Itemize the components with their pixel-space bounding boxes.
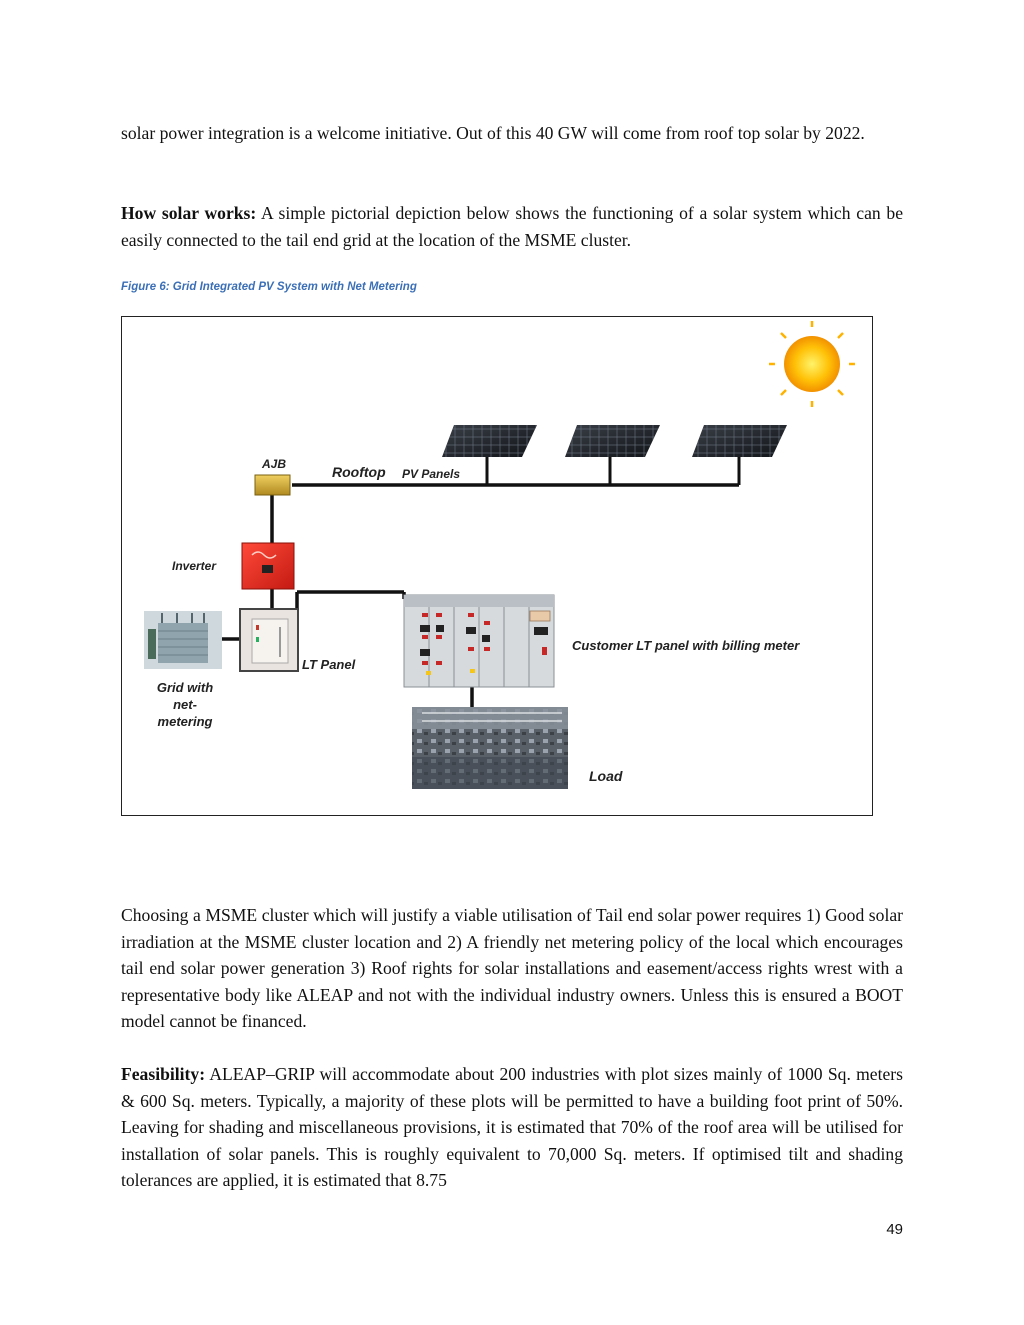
feasibility-heading: Feasibility: [121,1064,206,1084]
ajb-junction-box-icon [255,475,290,495]
grid-label-line-2: net- [173,697,197,712]
grid-transformer-icon [144,611,222,669]
feasibility-text: ALEAP–GRIP will accommodate about 200 industries with plot sizes mainly of 1000 Sq. meters & 600 Sq. meters. Typically, a majority of these plots will be permitted to have a building foot print of 50%. Leaving for shading and miscellaneous provisions, it is estimated that 70% of the roof area will be utilised for installation of solar panels. This is roughly equivalent to 70,000 Sq. meters. If optimised tilt and shading tolerances are applied, it is estimated that 8.75 [121,1064,903,1191]
intro-paragraph: solar power integration is a welcome initiative. Out of this 40 GW will come from roof top solar by 2022. [121,123,865,143]
customer-lt-panel-label: Customer LT panel with billing meter [572,638,800,653]
inverter-label: Inverter [172,559,217,573]
ajb-label: AJB [262,457,287,471]
grid-label [150,679,220,730]
figure-caption: Figure 6: Grid Integrated PV System with Net Metering [121,281,417,293]
inverter-icon [242,543,294,589]
sun-icon [769,321,855,407]
customer-lt-panel-icon [404,595,554,687]
pv-panel-icon [692,425,787,485]
feasibility-paragraph [121,1061,903,1194]
lt-panel-label: LT Panel [302,657,356,672]
rooftop-label: Rooftop [332,464,386,480]
grid-label-line-3: metering [157,714,213,729]
pv-panels-label: PV Panels [402,467,461,481]
figure-diagram [121,316,873,816]
how-solar-works-text: A simple pictorial depiction below shows the functioning of a solar system which can be easily connected to the tail end grid at the location of the MSME cluster. [121,203,904,250]
load-factory-icon [412,707,568,789]
pv-panel-icon [565,425,660,485]
grid-label-line-1: Grid with [156,680,214,695]
choosing-paragraph: Choosing a MSME cluster which will justify a viable utilisation of Tail end solar power requires 1) Good solar irradiation at the MSME cluster location and 2) A friendly net metering policy of the local which encourages tail end solar power generation 3) Roof rights for solar installations and easement/access rights wrest with a representative body like ALEAP and not with the individual industry owners. Unless this is ensured a BOOT model cannot be financed. [121,905,903,1032]
diagram-canvas [122,317,871,814]
lt-panel-icon [240,609,298,671]
page-number: 49 [886,1221,903,1238]
how-solar-works-heading: How solar works: [121,203,257,223]
load-label: Load [589,768,623,784]
how-solar-works-paragraph [121,200,903,253]
